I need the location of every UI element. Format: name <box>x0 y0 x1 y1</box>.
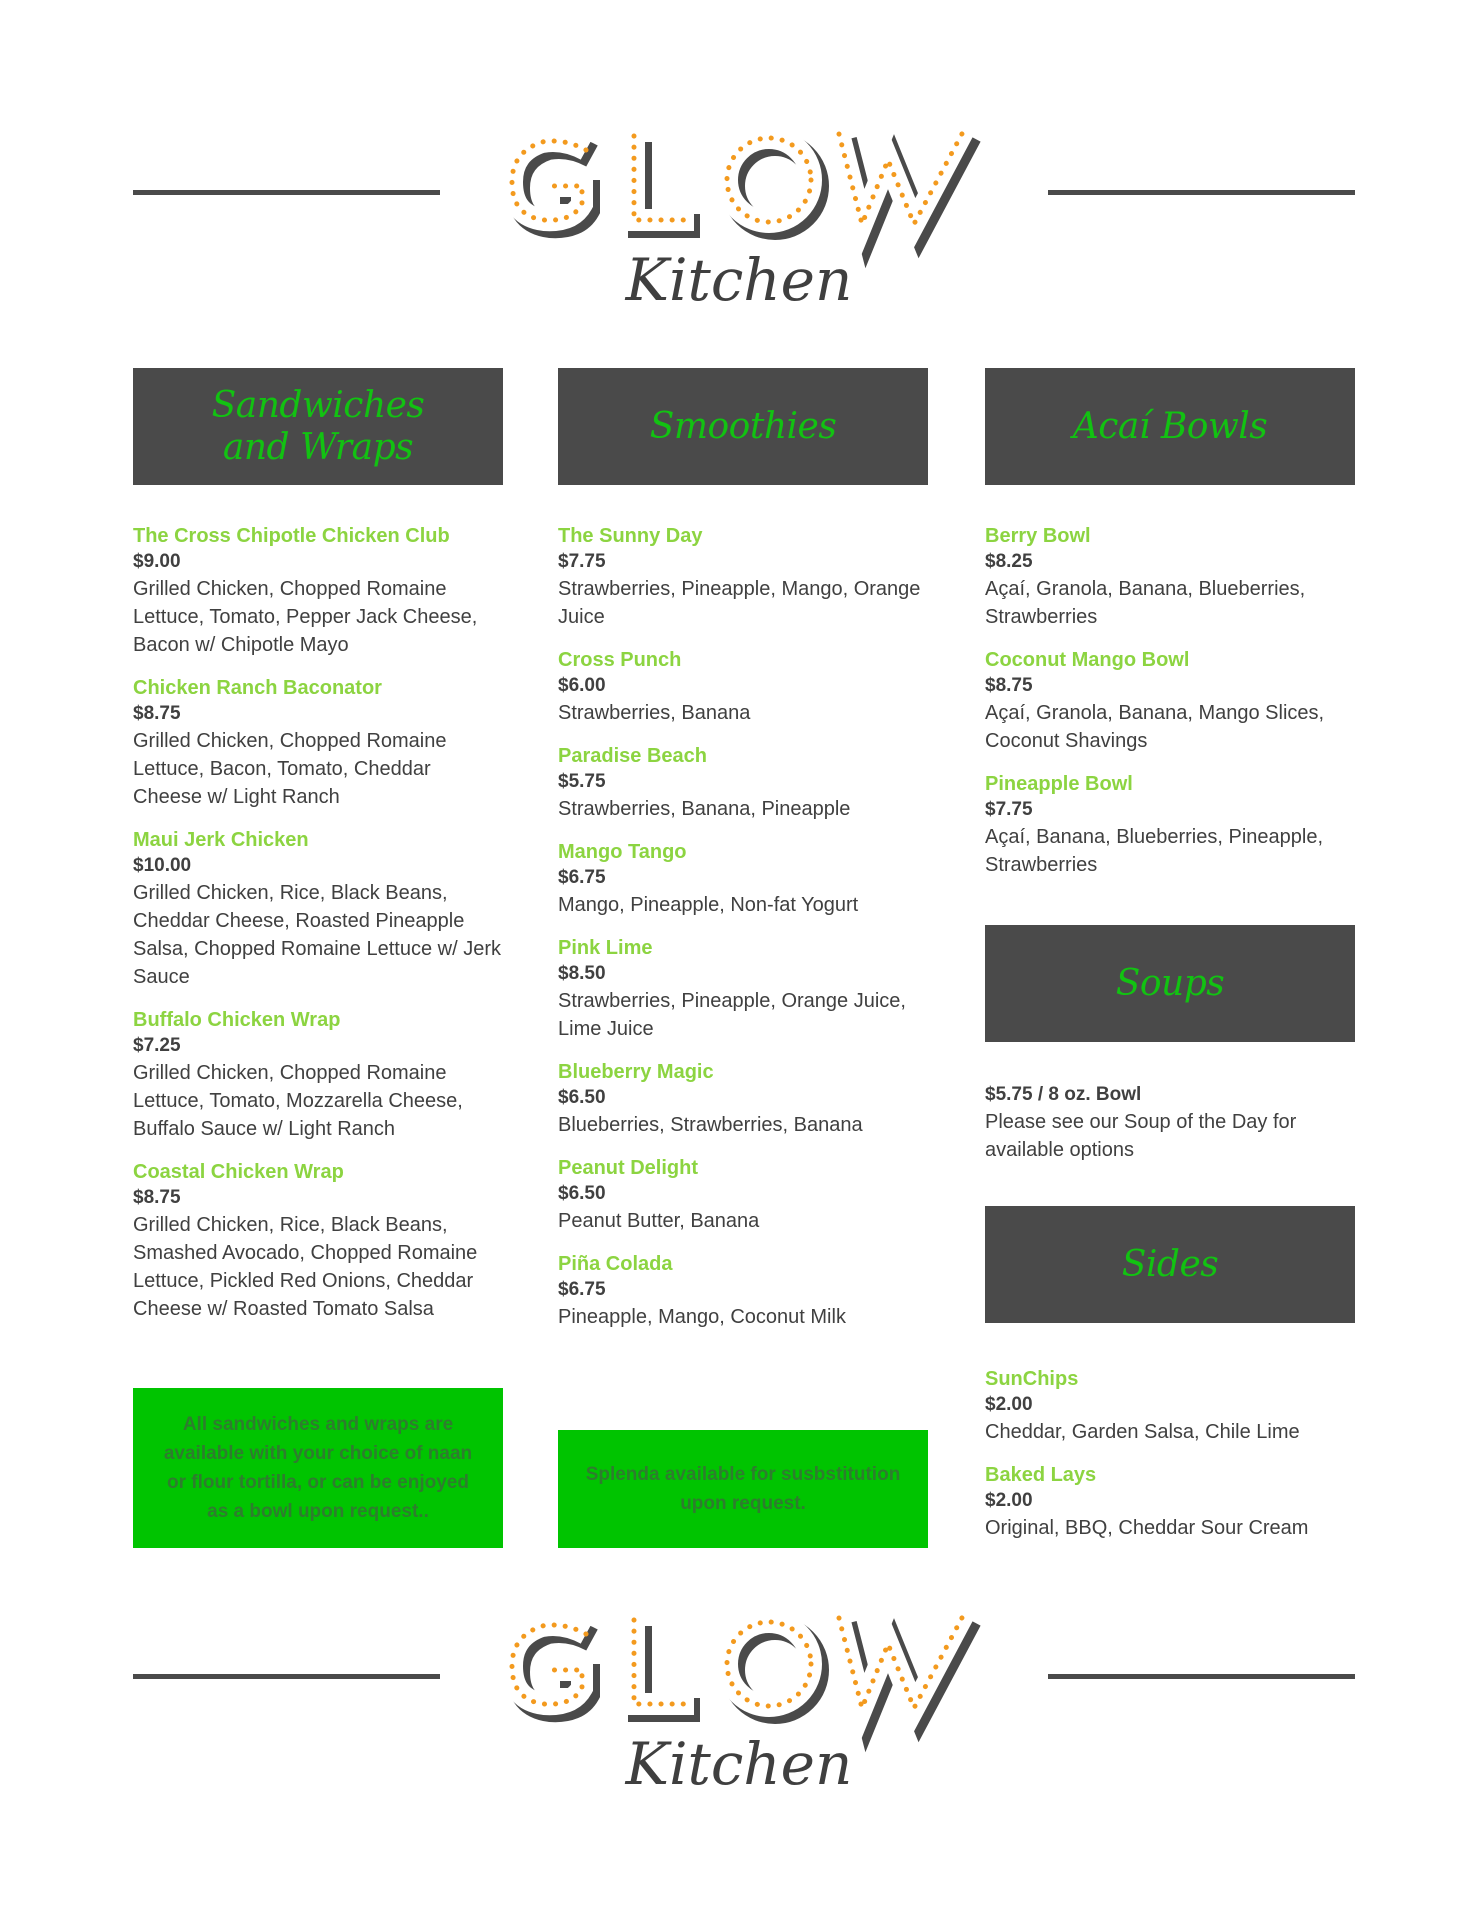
section-banner-sandwiches <box>133 368 503 485</box>
menu-item-description: Strawberries, Pineapple, Orange Juice, Lime Juice <box>558 990 906 1040</box>
section-banner-acai <box>985 368 1355 485</box>
footer-logo <box>0 1604 1484 1824</box>
menu-item-description: Grilled Chicken, Chopped Romaine Lettuce, Bacon, Tomato, Cheddar Cheese w/ Light Ranch <box>133 730 447 808</box>
menu-item <box>133 675 503 811</box>
menu-item-name: Pineapple Bowl <box>985 773 1133 795</box>
menu-item-price: $7.25 <box>133 1035 181 1056</box>
menu-list <box>985 485 1355 879</box>
menu-item <box>133 523 503 659</box>
menu-item-name: Pink Lime <box>558 937 653 959</box>
note-sandwiches: All sandwiches and wraps are available with your choice of naan or flour tortilla, or can be enjoyed as a bowl upon request.. <box>133 1388 503 1548</box>
menu-item-price: $2.00 <box>985 1394 1033 1415</box>
glow-kitchen-logo <box>494 120 994 320</box>
menu-item-price: $6.50 <box>558 1183 606 1204</box>
menu-item <box>985 523 1355 631</box>
column-sandwiches <box>133 368 503 1339</box>
menu-item-name: Chicken Ranch Baconator <box>133 677 382 699</box>
menu-list <box>985 1366 1355 1558</box>
menu-item <box>558 523 928 631</box>
section-banner-sides <box>985 1206 1355 1323</box>
menu-item-price: $8.75 <box>133 703 181 724</box>
menu-item-description: Strawberries, Pineapple, Mango, Orange Juice <box>558 578 921 628</box>
menu-item-description: Blueberries, Strawberries, Banana <box>558 1114 863 1136</box>
section-title: Sandwiches and Wraps <box>211 384 425 468</box>
menu-item-name: Cross Punch <box>558 649 682 671</box>
section-title: Acaí Bowls <box>1072 405 1268 447</box>
section-title: Sides <box>1121 1243 1219 1285</box>
menu-item-description: Grilled Chicken, Chopped Romaine Lettuce, Tomato, Mozzarella Cheese, Buffalo Sauce w/ Light Ranch <box>133 1062 463 1140</box>
menu-item-name: The Cross Chipotle Chicken Club <box>133 525 450 547</box>
menu-item <box>133 1159 503 1323</box>
section-title: Soups <box>1115 962 1225 1004</box>
menu-item-price: $10.00 <box>133 855 192 876</box>
menu-item-name: Paradise Beach <box>558 745 707 767</box>
menu-item <box>558 1059 928 1139</box>
logo-glow-letters <box>512 1614 970 1714</box>
menu-item-price: $8.75 <box>985 675 1033 696</box>
menu-item-price: $2.00 <box>985 1490 1033 1511</box>
menu-item-price: $7.75 <box>985 799 1033 820</box>
menu-item-name: Coastal Chicken Wrap <box>133 1161 344 1183</box>
menu-item <box>133 827 503 991</box>
menu-item-description: Açaí, Granola, Banana, Mango Slices, Coconut Shavings <box>985 702 1325 752</box>
menu-item-description: Mango, Pineapple, Non-fat Yogurt <box>558 894 859 916</box>
note-smoothies: Splenda available for susbstitution upon request. <box>558 1430 928 1548</box>
menu-item-name: Mango Tango <box>558 841 687 863</box>
menu-item-name: The Sunny Day <box>558 525 703 547</box>
section-banner-smoothies <box>558 368 928 485</box>
menu-item <box>558 935 928 1043</box>
section-banner-soups <box>985 925 1355 1042</box>
menu-item-description: Strawberries, Banana <box>558 702 751 724</box>
menu-item-description: Grilled Chicken, Rice, Black Beans, Cheddar Cheese, Roasted Pineapple Salsa, Chopped Romaine Lettuce w/ Jerk Sauce <box>133 882 501 988</box>
menu-item-price: $7.75 <box>558 551 606 572</box>
logo-glow-letters <box>512 130 970 230</box>
menu-item <box>558 647 928 727</box>
menu-item-name: Piña Colada <box>558 1253 673 1275</box>
menu-item-price: $8.50 <box>558 963 606 984</box>
logo-divider-right <box>1048 1674 1355 1679</box>
menu-item-description: Peanut Butter, Banana <box>558 1210 760 1232</box>
menu-item-price: $6.50 <box>558 1087 606 1108</box>
menu-item-price: $6.75 <box>558 867 606 888</box>
menu-item-price: $8.75 <box>133 1187 181 1208</box>
logo-divider-left <box>133 1674 440 1679</box>
menu-item <box>558 1155 928 1235</box>
menu-list <box>133 485 503 1323</box>
menu-item-description: Cheddar, Garden Salsa, Chile Lime <box>985 1421 1300 1443</box>
glow-kitchen-logo <box>494 1604 994 1804</box>
menu-item-description: Strawberries, Banana, Pineapple <box>558 798 851 820</box>
menu-item-description: Pineapple, Mango, Coconut Milk <box>558 1306 846 1328</box>
menu-item-description: Grilled Chicken, Rice, Black Beans, Smashed Avocado, Chopped Romaine Lettuce, Pickled Red Onions, Cheddar Cheese w/ Roasted Tomato Salsa <box>133 1214 478 1320</box>
menu-list <box>558 485 928 1331</box>
menu-item-description: Açaí, Granola, Banana, Blueberries, Strawberries <box>985 578 1306 628</box>
menu-item-name: Baked Lays <box>985 1464 1097 1486</box>
logo-kitchen-text: Kitchen <box>625 246 853 314</box>
menu-item-name: Blueberry Magic <box>558 1061 714 1083</box>
header-logo <box>0 120 1484 340</box>
logo-kitchen-text: Kitchen <box>625 1730 853 1798</box>
menu-item-price: $9.00 <box>133 551 181 572</box>
menu-item <box>985 771 1355 879</box>
logo-divider-right <box>1048 190 1355 195</box>
menu-item <box>133 1007 503 1143</box>
section-title: Smoothies <box>649 405 837 447</box>
menu-item-name: Coconut Mango Bowl <box>985 649 1190 671</box>
menu-item-price: $5.75 <box>558 771 606 792</box>
menu-item-description: Original, BBQ, Cheddar Sour Cream <box>985 1517 1309 1539</box>
menu-item <box>558 1251 928 1331</box>
soups-details <box>985 1082 1355 1164</box>
menu-item <box>558 743 928 823</box>
menu-item <box>985 1462 1355 1542</box>
menu-item <box>558 839 928 919</box>
menu-item-name: Buffalo Chicken Wrap <box>133 1009 341 1031</box>
menu-item-description: Grilled Chicken, Chopped Romaine Lettuce, Tomato, Pepper Jack Cheese, Bacon w/ Chipotle Mayo <box>133 578 478 656</box>
menu-item <box>985 647 1355 755</box>
menu-item-name: Peanut Delight <box>558 1157 699 1179</box>
menu-item <box>985 1366 1355 1446</box>
logo-divider-left <box>133 190 440 195</box>
column-smoothies <box>558 368 928 1347</box>
column-acai-bowls <box>985 368 1355 895</box>
menu-item-name: SunChips <box>985 1368 1079 1390</box>
menu-item-name: Berry Bowl <box>985 525 1091 547</box>
soup-price: $5.75 / 8 oz. Bowl <box>985 1084 1142 1105</box>
menu-item-price: $8.25 <box>985 551 1033 572</box>
menu-item-price: $6.75 <box>558 1279 606 1300</box>
soup-description: Please see our Soup of the Day for available options <box>985 1111 1297 1161</box>
menu-item-description: Açaí, Banana, Blueberries, Pineapple, Strawberries <box>985 826 1323 876</box>
menu-item-name: Maui Jerk Chicken <box>133 829 309 851</box>
menu-item-price: $6.00 <box>558 675 606 696</box>
